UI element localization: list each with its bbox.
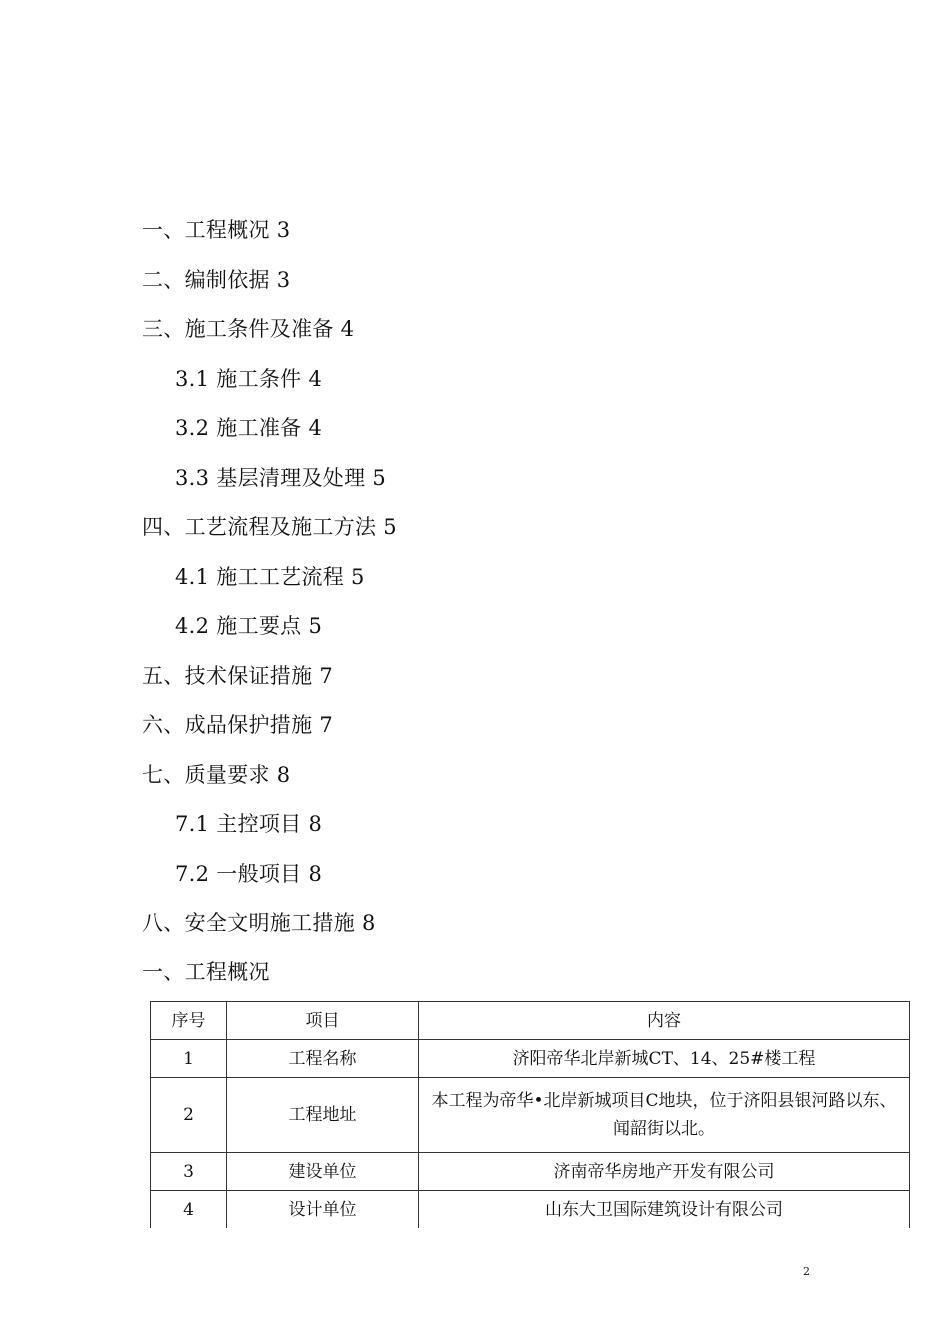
toc-subitem: 4.2 施工要点 5 [175, 614, 323, 638]
table-header-row [151, 1002, 910, 1040]
section-heading: 一、工程概况 [142, 960, 270, 984]
toc-subitem: 3.3 基层清理及处理 5 [175, 466, 387, 490]
table-row [151, 1191, 910, 1229]
cell-number: 4 [151, 1191, 227, 1229]
toc-subitem: 3.2 施工准备 4 [175, 416, 323, 440]
toc-subitem: 7.1 主控项目 8 [175, 812, 323, 836]
toc-item: 一、工程概况 3 [142, 218, 291, 242]
cell-content: 山东大卫国际建筑设计有限公司 [419, 1191, 910, 1229]
toc-item: 三、施工条件及准备 4 [142, 317, 355, 341]
toc-item: 六、成品保护措施 7 [142, 713, 334, 737]
table-row [151, 1078, 910, 1153]
cell-item: 工程地址 [227, 1078, 419, 1153]
toc-item: 五、技术保证措施 7 [142, 664, 334, 688]
cell-content: 本工程为帝华•北岸新城项目C地块，位于济阳县银河路以东、闻韶街以北。 [419, 1078, 910, 1153]
table-row [151, 1153, 910, 1191]
cell-number: 2 [151, 1078, 227, 1153]
toc-item: 四、工艺流程及施工方法 5 [142, 515, 397, 539]
cell-item: 工程名称 [227, 1040, 419, 1078]
project-info-table [150, 1001, 910, 1228]
toc-subitem: 7.2 一般项目 8 [175, 862, 323, 886]
header-cell-number: 序号 [151, 1002, 227, 1040]
toc-item: 七、质量要求 8 [142, 763, 291, 787]
header-cell-content: 内容 [419, 1002, 910, 1040]
cell-content: 济阳帝华北岸新城CT、14、25#楼工程 [419, 1040, 910, 1078]
toc-subitem: 4.1 施工工艺流程 5 [175, 565, 365, 589]
table-row [151, 1040, 910, 1078]
header-cell-item: 项目 [227, 1002, 419, 1040]
toc-item: 八、安全文明施工措施 8 [142, 911, 376, 935]
cell-number: 3 [151, 1153, 227, 1191]
cell-number: 1 [151, 1040, 227, 1078]
cell-item: 设计单位 [227, 1191, 419, 1229]
toc-item: 二、编制依据 3 [142, 268, 291, 292]
cell-item: 建设单位 [227, 1153, 419, 1191]
cell-content: 济南帝华房地产开发有限公司 [419, 1153, 910, 1191]
page-number: 2 [803, 1265, 810, 1278]
toc-subitem: 3.1 施工条件 4 [175, 367, 323, 391]
